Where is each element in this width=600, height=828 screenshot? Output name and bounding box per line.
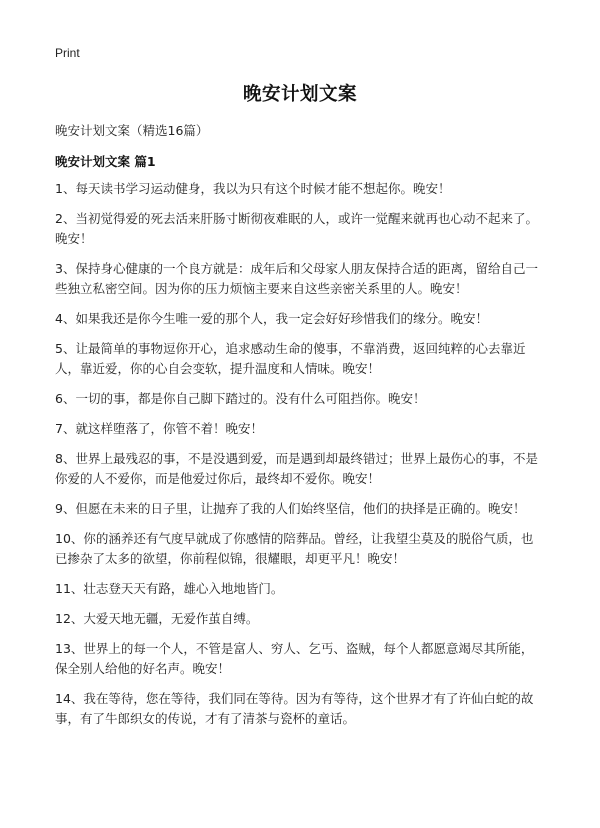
entry-4: 4、如果我还是你今生唯一爱的那个人，我一定会好好珍惜我们的缘分。晚安！: [55, 311, 488, 326]
entry-list: [55, 179, 545, 739]
document-title: 晚安计划文案: [242, 84, 357, 105]
entry-8: 8、世界上最残忍的事，不是没遇到爱，而是遇到却最终错过；世界上最伤心的事，不是你爱的人不爱你，而是他爱过你后，最终却不爱你。晚安！: [55, 451, 538, 486]
print-label: Print: [55, 46, 80, 60]
section-heading: 晚安计划文案 篇1: [55, 154, 156, 169]
entry-14: 14、我在等待，您在等待，我们同在等待。因为有等待，这个世界才有了许仙白蛇的故事，有了牛郎织女的传说，才有了清茶与瓷杯的童话。: [55, 691, 534, 726]
entry-6: 6、一切的事，都是你自己脚下踏过的。没有什么可阻挡你。晚安！: [55, 391, 426, 406]
entry-11: 11、壮志登天天有路，雄心入地地皆门。: [55, 581, 284, 596]
entry-5: 5、让最简单的事物逗你开心，追求感动生命的傻事，不靠消费，返回纯粹的心去靠近人，靠近爱，你的心自会变软，提升温度和人情味。晚安！: [55, 341, 526, 376]
entry-9: 9、但愿在未来的日子里，让抛弃了我的人们始终坚信，他们的抉择是正确的。晚安！: [55, 501, 526, 516]
entry-1: 1、每天读书学习运动健身，我以为只有这个时候才能不想起你。晚安！: [55, 181, 451, 196]
entry-12: 12、大爱天地无疆，无爱作茧自缚。: [55, 611, 259, 626]
entry-10: 10、你的涵养还有气度早就成了你感情的陪葬品。曾经，让我望尘莫及的脱俗气质，也已掺杂了太多的欲望，你前程似锦，很耀眼，却更平凡！晚安！: [55, 531, 534, 566]
entry-2: 2、当初觉得爱的死去活来肝肠寸断彻夜难眠的人，或许一觉醒来就再也心动不起来了。晚安！: [55, 211, 538, 246]
entry-3: 3、保持身心健康的一个良方就是：成年后和父母家人朋友保持合适的距离，留给自己一些独立私密空间。因为你的压力烦恼主要来自这些亲密关系里的人。晚安！: [55, 261, 538, 296]
entry-13: 13、世界上的每一个人，不管是富人、穷人、乞丐、盗贼，每个人都愿意竭尽其所能，保全别人给他的好名声。晚安！: [55, 641, 534, 676]
entry-7: 7、就这样堕落了，你管不着！晚安！: [55, 421, 263, 436]
document-subtitle: 晚安计划文案（精选16篇）: [55, 123, 209, 138]
